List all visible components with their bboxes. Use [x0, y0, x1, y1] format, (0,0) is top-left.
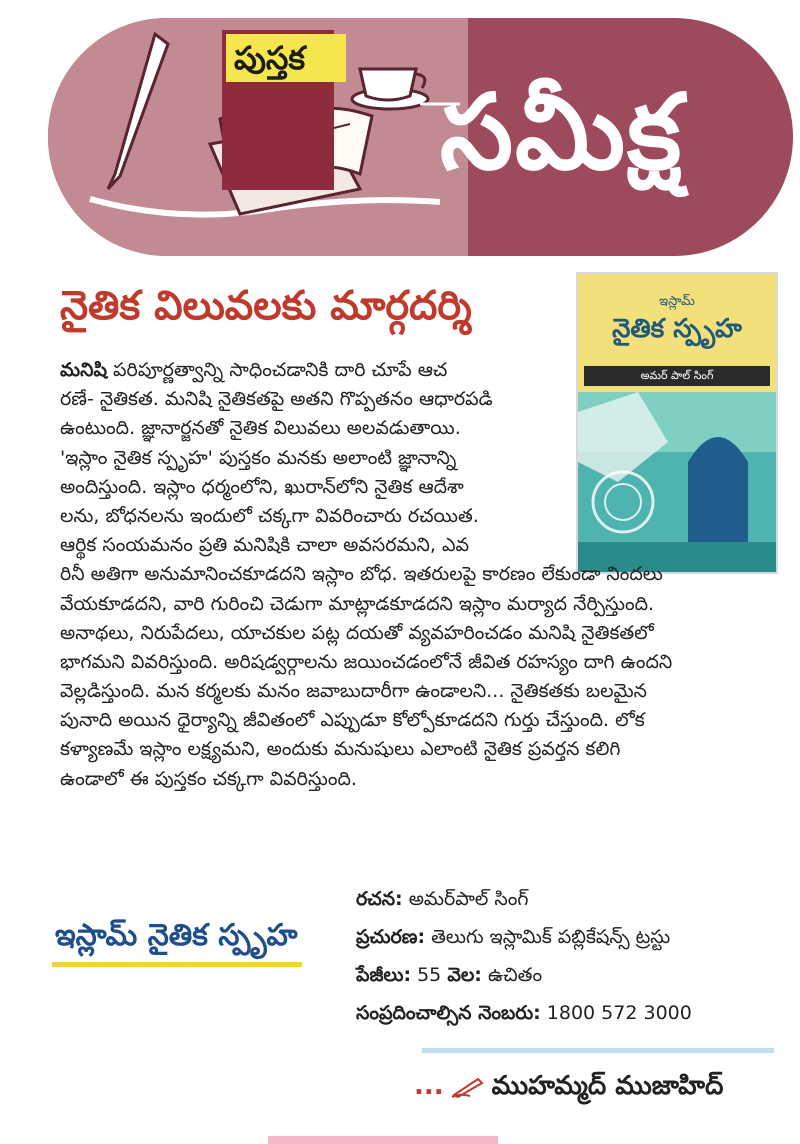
- reviewer-divider: [422, 1048, 774, 1053]
- cover-author: అమర్ పాల్ సింగ్: [584, 366, 770, 386]
- detail-publisher: [356, 918, 776, 956]
- publisher-label: ప్రచురణ:: [356, 926, 426, 948]
- body-line: భాగమని వివరిస్తుంది. అరిషడ్వర్గాలను జయించడంలోనే జీవిత రహస్యం దాగి ఉందని: [60, 650, 673, 673]
- article-headline: నైతిక విలువలకు మార్గదర్శి: [60, 283, 472, 329]
- reviewer-name: ముహమ్మద్ ముజాహిద్: [491, 1071, 724, 1101]
- banner-title: సమీక్ష: [440, 71, 684, 193]
- detail-pages-price: [356, 956, 776, 994]
- reviewer-byline: [414, 1066, 723, 1106]
- pen-icon: [450, 1075, 486, 1099]
- book-title-underline: [52, 962, 302, 967]
- body-line: ఉంటుంది. జ్ఞానార్జనతో నైతిక విలువలు అలవడుతాయి.: [60, 417, 461, 440]
- cover-small-title: ఇస్లామ్: [659, 294, 695, 309]
- author-value: అమర్‌పాల్ సింగ్: [402, 888, 529, 910]
- body-line: పునాది అయిన ధైర్యాన్ని జీవితంలో ఎప్పుడూ కోల్పోకూడదని గుర్తు చేస్తుంది. లోక: [60, 709, 645, 732]
- detail-contact: [356, 994, 776, 1032]
- book-title: ఇస్లామ్ నైతిక స్పృహ: [55, 918, 298, 953]
- contact-label: సంప్రదించాల్సిన నెంబరు:: [356, 1002, 541, 1024]
- book-details: [356, 880, 776, 1032]
- body-line: అందిస్తుంది. ఇస్లాం ధర్మంలోని, ఖురాన్‌లోని నైతిక ఆదేశా: [60, 475, 464, 498]
- body-line: అనాథలు, నిరుపేదలు, యాచకుల పట్ల దయతో వ్యవహరించడం మనిషి నైతికతలో: [60, 621, 654, 644]
- pages-value: 55: [411, 964, 448, 986]
- body-line: ఉండాలో ఈ పుస్తకం చక్కగా వివరిస్తుంది.: [60, 767, 357, 790]
- cover-title: నైతిక స్పృహ: [612, 314, 742, 344]
- body-line: 'ఇస్లాం నైతిక స్పృహ' పుస్తకం మనకు అలాంటి జ్ఞానాన్ని: [60, 446, 457, 469]
- first-line-rest: పరిపూర్ణత్వాన్ని సాధించడానికి దారి చూపే ఆచ: [107, 359, 448, 381]
- reviewer-dots: ...: [414, 1071, 444, 1101]
- body-line: కళ్యాణమే ఇస్లాం లక్ష్యమని, అందుకు మనుషులు ఎలాంటి నైతిక ప్రవర్తన కలిగి: [60, 738, 621, 761]
- body-line: వెల్లడిస్తుంది. మన కర్మలకు మనం జవాబుదారీగా ఉండాలని... నైతికతకు బలమైన: [60, 680, 647, 703]
- body-line: ఆర్థిక సంయమనం ప్రతి మనిషికి చాలా అవసరమని, ఎవ: [60, 534, 469, 557]
- body-line: [60, 356, 780, 385]
- bottom-strip: [268, 1136, 498, 1144]
- body-line: రినీ అతిగా అనుమానించకూడదని ఇస్లాం బోధ. ఇతరులపై కారణం లేకుండా నిందలు: [60, 563, 663, 586]
- author-label: రచన:: [356, 888, 403, 910]
- publisher-value: తెలుగు ఇస్లామిక్ పబ్లికేషన్స్ ట్రస్టు: [425, 926, 671, 948]
- contact-value: 1800 572 3000: [540, 1002, 692, 1024]
- body-line: వేయకూడదని, వారి గురించి చెడుగా మాట్లాడకూడదని ఇస్లాం మర్యాద నేర్పిస్తుంది.: [60, 592, 655, 615]
- price-value: ఉచితం: [481, 964, 543, 986]
- pages-label: పేజీలు:: [356, 964, 412, 986]
- banner-tag: పుస్తక: [226, 34, 346, 82]
- detail-author: [356, 880, 776, 918]
- article-body: [60, 356, 780, 794]
- price-label: వెల:: [447, 964, 482, 986]
- lead-word: మనిషి: [60, 359, 107, 381]
- body-line: రణే- నైతికత. మనిషి నైతికతపై అతని గొప్పతనం ఆధారపడి: [60, 388, 493, 411]
- body-line: లను, బోధనలను ఇందులో చక్కగా వివరించారు రచయిత.: [60, 504, 479, 527]
